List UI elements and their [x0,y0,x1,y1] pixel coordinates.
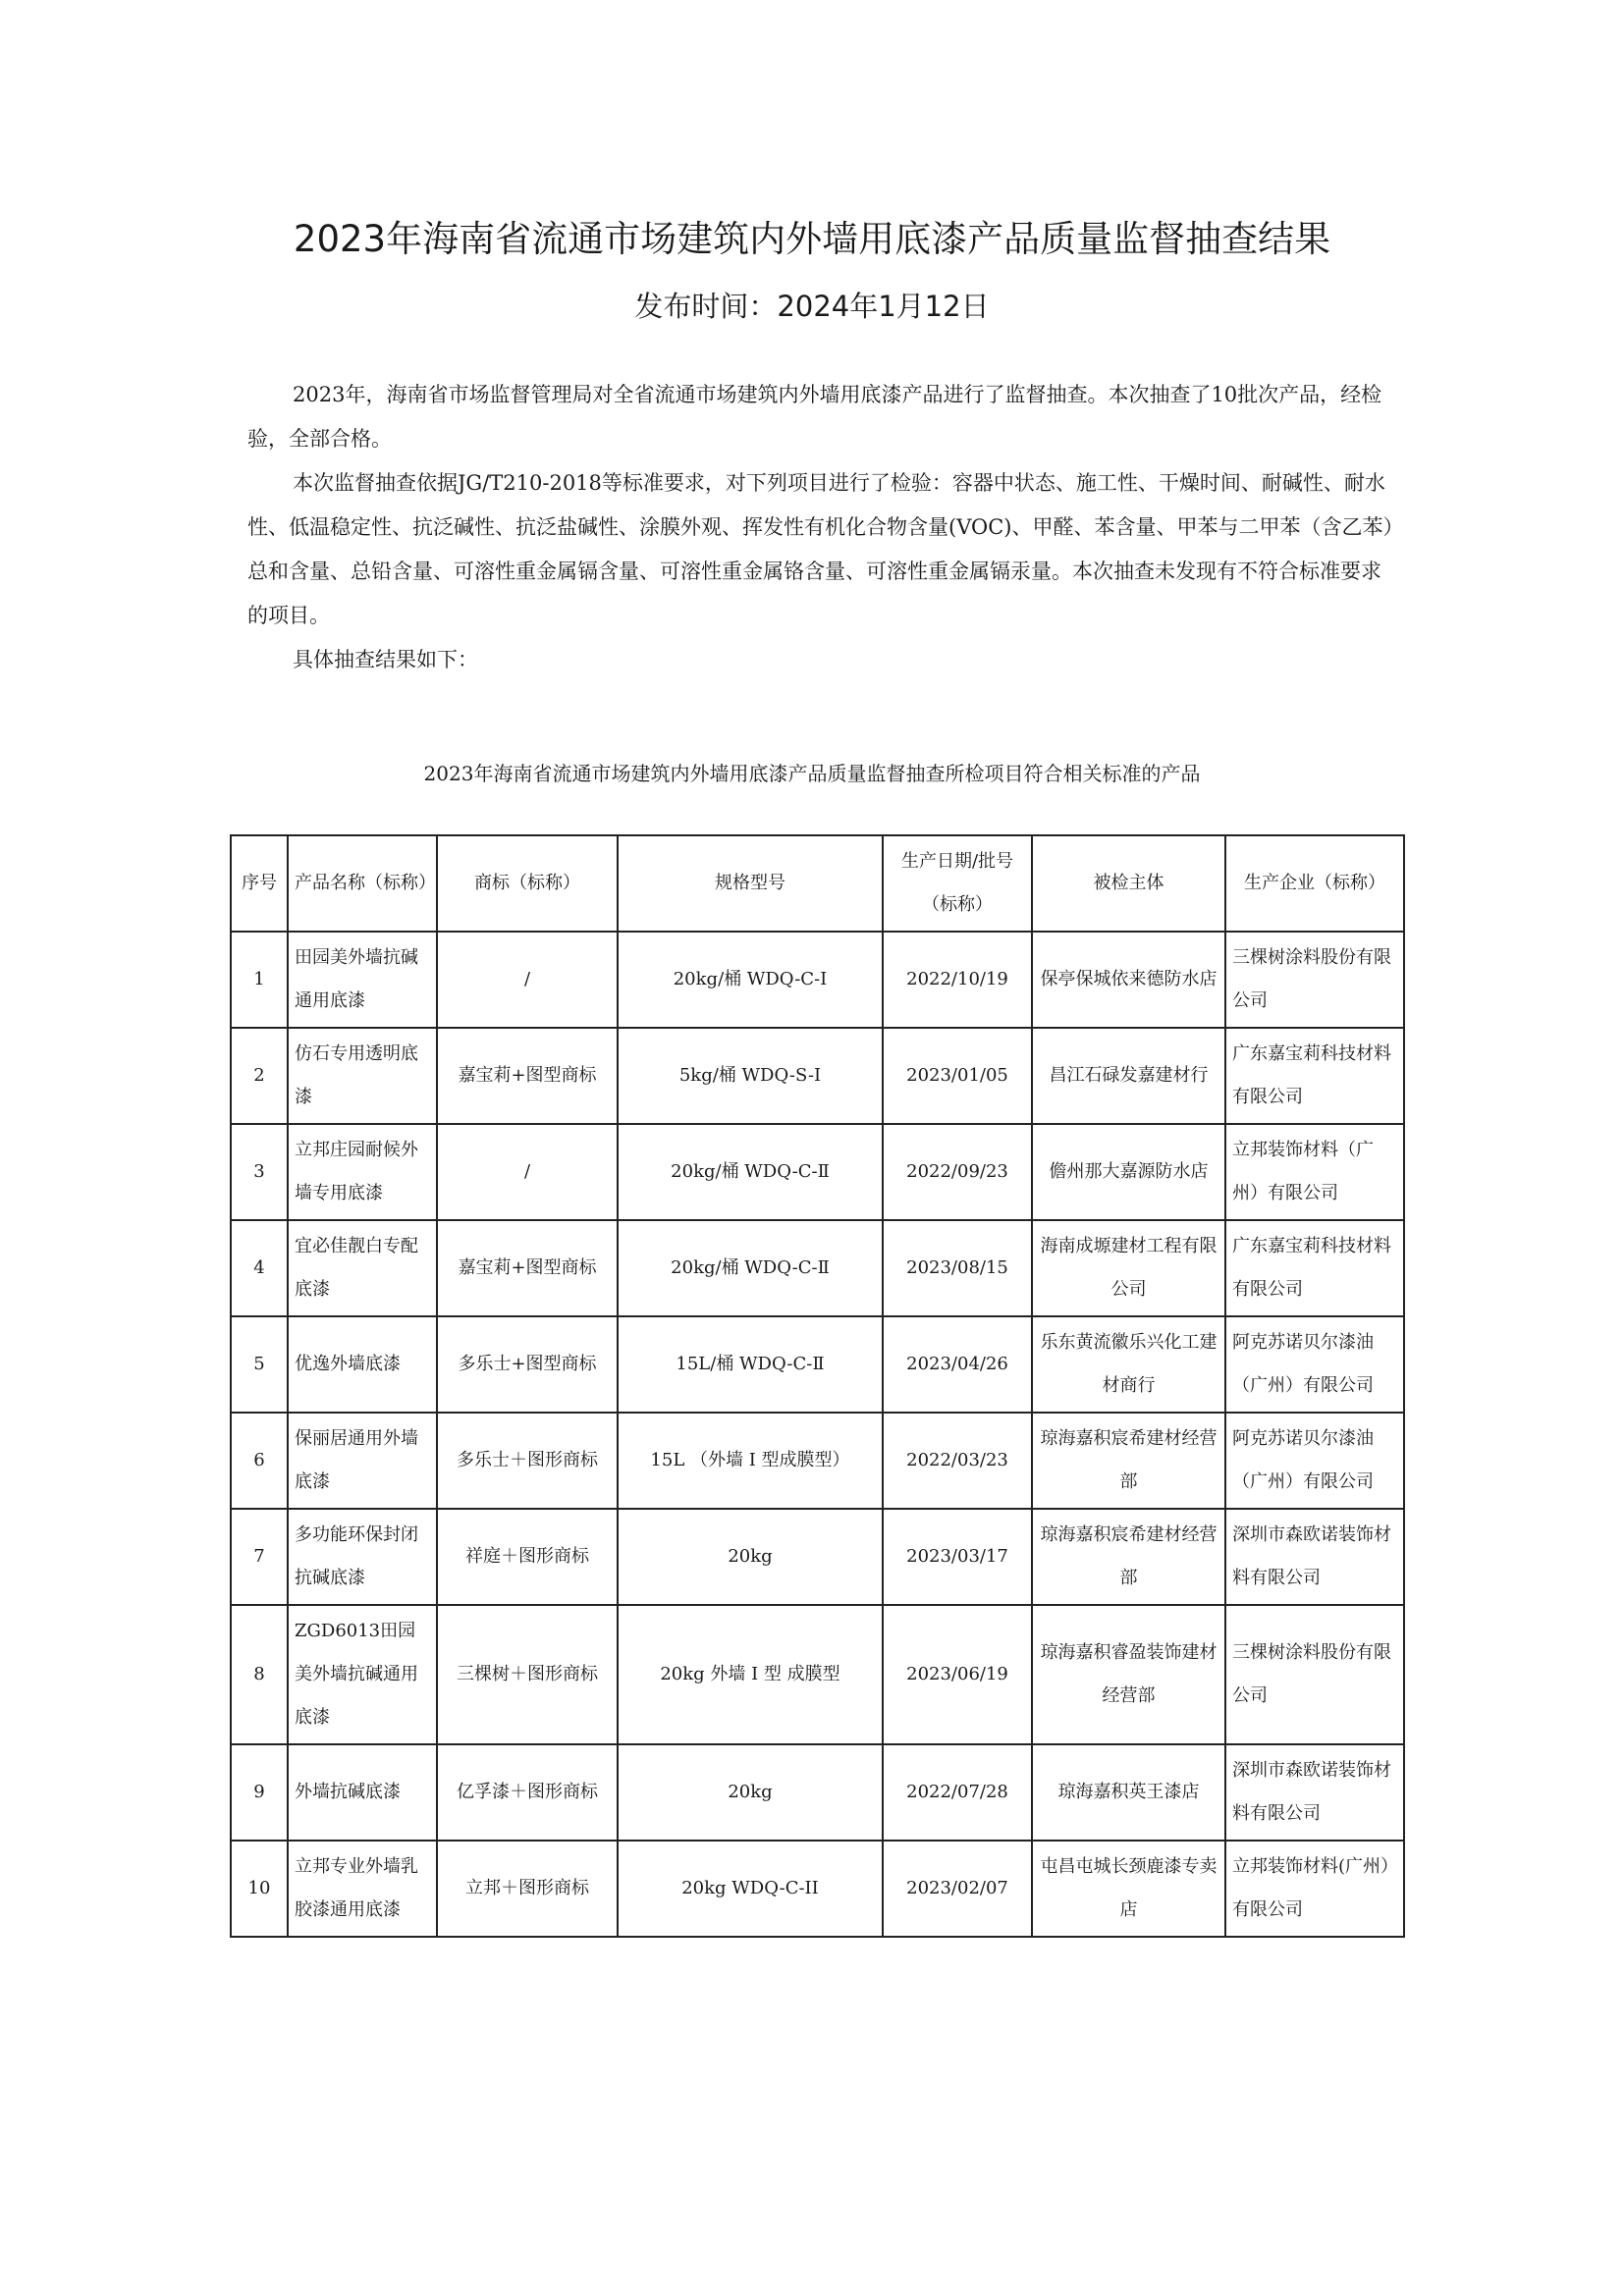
header-spec: 规格型号 [618,835,883,932]
cell-subject: 昌江石碌发嘉建材行 [1032,1028,1225,1124]
cell-spec: 20kg/桶 WDQ-C-Ⅰ [618,932,883,1028]
cell-product: 多功能环保封闭抗碱底漆 [288,1509,437,1605]
cell-subject: 海南成塬建材工程有限公司 [1032,1220,1225,1316]
table-row [231,1605,1404,1744]
cell-maker: 深圳市森欧诺装饰材料有限公司 [1225,1509,1404,1605]
cell-brand: 嘉宝莉+图型商标 [437,1028,618,1124]
cell-product: 优逸外墙底漆 [288,1316,437,1413]
cell-subject: 琼海嘉积英王漆店 [1032,1744,1225,1841]
cell-product: 宜必佳靓白专配底漆 [288,1220,437,1316]
cell-product: 田园美外墙抗碱通用底漆 [288,932,437,1028]
cell-subject: 儋州那大嘉源防水店 [1032,1124,1225,1220]
header-product: 产品名称（标称） [288,835,437,932]
cell-product: 外墙抗碱底漆 [288,1744,437,1841]
cell-no: 1 [231,932,288,1028]
cell-no: 8 [231,1605,288,1744]
cell-subject: 琼海嘉积睿盈装饰建材经营部 [1032,1605,1225,1744]
table-caption: 2023年海南省流通市场建筑内外墙用底漆产品质量监督抽查所检项目符合相关标准的产品 [423,762,1201,785]
cell-no: 5 [231,1316,288,1413]
cell-subject: 屯昌屯城长颈鹿漆专卖店 [1032,1841,1225,1937]
cell-maker: 广东嘉宝莉科技材料有限公司 [1225,1220,1404,1316]
cell-no: 4 [231,1220,288,1316]
cell-maker: 立邦装饰材料(广州）有限公司 [1225,1841,1404,1937]
table-row [231,1220,1404,1316]
cell-product: 立邦专业外墙乳胶漆通用底漆 [288,1841,437,1937]
document-title: 2023年海南省流通市场建筑内外墙用底漆产品质量监督抽查结果 [293,218,1331,260]
body-text [247,373,1400,682]
cell-date: 2023/04/26 [883,1316,1032,1413]
results-table [230,834,1405,1938]
header-date: 生产日期/批号（标称） [883,835,1032,932]
cell-brand: / [437,932,618,1028]
cell-maker: 阿克苏诺贝尔漆油（广州）有限公司 [1225,1413,1404,1509]
cell-brand: / [437,1124,618,1220]
table-row [231,1124,1404,1220]
cell-date: 2023/02/07 [883,1841,1032,1937]
table-row [231,1744,1404,1841]
cell-maker: 三棵树涂料股份有限公司 [1225,1605,1404,1744]
table-row [231,1509,1404,1605]
cell-brand: 三棵树＋图形商标 [437,1605,618,1744]
cell-brand: 祥庭＋图形商标 [437,1509,618,1605]
cell-no: 9 [231,1744,288,1841]
cell-maker: 阿克苏诺贝尔漆油（广州）有限公司 [1225,1316,1404,1413]
table-row [231,932,1404,1028]
cell-product: ZGD6013田园美外墙抗碱通用底漆 [288,1605,437,1744]
cell-brand: 多乐士＋图形商标 [437,1413,618,1509]
cell-subject: 乐东黄流徽乐兴化工建材商行 [1032,1316,1225,1413]
cell-date: 2022/10/19 [883,932,1032,1028]
cell-brand: 立邦＋图形商标 [437,1841,618,1937]
cell-no: 7 [231,1509,288,1605]
cell-spec: 15L （外墙 Ⅰ 型成膜型） [618,1413,883,1509]
table-row [231,1316,1404,1413]
header-brand: 商标（标称） [437,835,618,932]
cell-spec: 20kg [618,1509,883,1605]
cell-maker: 深圳市森欧诺装饰材料有限公司 [1225,1744,1404,1841]
paragraph-summary: 2023年，海南省市场监督管理局对全省流通市场建筑内外墙用底漆产品进行了监督抽查。本次抽查了10批次产品，经检验，全部合格。 [247,383,1382,451]
publish-date: 发布时间：2024年1月12日 [634,290,990,323]
cell-maker: 广东嘉宝莉科技材料有限公司 [1225,1028,1404,1124]
cell-brand: 亿孚漆＋图形商标 [437,1744,618,1841]
cell-subject: 琼海嘉积宸希建材经营部 [1032,1509,1225,1605]
cell-no: 6 [231,1413,288,1509]
cell-spec: 20kg/桶 WDQ-C-Ⅱ [618,1124,883,1220]
cell-date: 2023/03/17 [883,1509,1032,1605]
cell-maker: 立邦装饰材料（广州）有限公司 [1225,1124,1404,1220]
table-row [231,1413,1404,1509]
cell-subject: 琼海嘉积宸希建材经营部 [1032,1413,1225,1509]
cell-spec: 20kg 外墙 Ⅰ 型 成膜型 [618,1605,883,1744]
cell-no: 10 [231,1841,288,1937]
cell-date: 2023/01/05 [883,1028,1032,1124]
cell-spec: 20kg WDQ-C-II [618,1841,883,1937]
cell-maker: 三棵树涂料股份有限公司 [1225,932,1404,1028]
header-no: 序号 [231,835,288,932]
table-header-row [231,835,1404,932]
cell-date: 2022/03/23 [883,1413,1032,1509]
cell-product: 保丽居通用外墙底漆 [288,1413,437,1509]
cell-brand: 嘉宝莉+图型商标 [437,1220,618,1316]
cell-product: 立邦庄园耐候外墙专用底漆 [288,1124,437,1220]
cell-date: 2023/08/15 [883,1220,1032,1316]
cell-date: 2023/06/19 [883,1605,1032,1744]
table-row [231,1841,1404,1937]
cell-spec: 20kg [618,1744,883,1841]
cell-date: 2022/07/28 [883,1744,1032,1841]
header-maker: 生产企业（标称） [1225,835,1404,932]
cell-spec: 20kg/桶 WDQ-C-Ⅱ [618,1220,883,1316]
paragraph-results-intro: 具体抽查结果如下： [293,648,478,671]
header-subject: 被检主体 [1032,835,1225,932]
cell-no: 2 [231,1028,288,1124]
cell-spec: 5kg/桶 WDQ-S-Ⅰ [618,1028,883,1124]
cell-date: 2022/09/23 [883,1124,1032,1220]
paragraph-inspection-items: 本次监督抽查依据JG/T210-2018等标准要求，对下列项目进行了检验：容器中状态、施工性、干燥时间、耐碱性、耐水性、低温稳定性、抗泛碱性、抗泛盐碱性、涂膜外观、挥发性有机化合物含量(VOC)、甲醛、苯含量、甲苯与二甲苯（含乙苯）总和含量、总铅含量、可溶性重金属镉含量、可溶性重金属铬含量、可溶性重金属镉汞量。本次抽查未发现有不符合标准要求的项目。 [247,471,1393,627]
cell-no: 3 [231,1124,288,1220]
cell-subject: 保亭保城依来德防水店 [1032,932,1225,1028]
cell-spec: 15L/桶 WDQ-C-Ⅱ [618,1316,883,1413]
cell-product: 仿石专用透明底漆 [288,1028,437,1124]
table-row [231,1028,1404,1124]
cell-brand: 多乐士+图型商标 [437,1316,618,1413]
